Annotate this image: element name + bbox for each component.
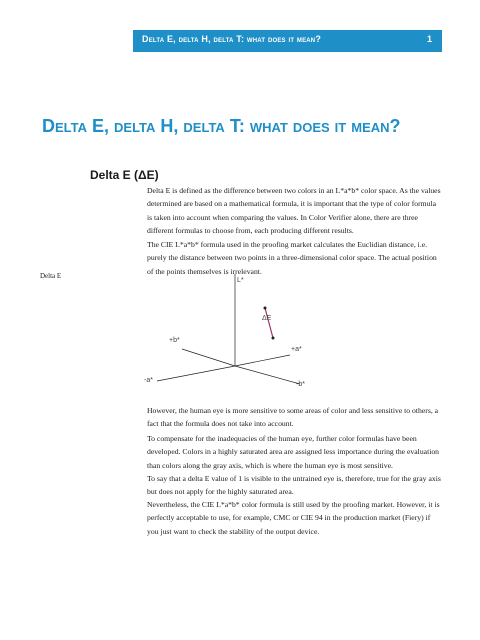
page-number: 1 — [426, 34, 432, 44]
neg-a-label: -a* — [144, 377, 153, 384]
delta-e-line — [265, 308, 273, 338]
neg-a-axis — [157, 366, 235, 381]
paragraph-human-eye: However, the human eye is more sensitive to some areas of color and less sensitive to others, a fact that the formula does not take into account. — [147, 406, 439, 429]
paragraph-definition: Delta E is defined as the difference between two colors in an L*a*b* color space. As the values determined are based on a mathematical formula, it is important that the type of color formula is taken into account when comparing the values. In Color Verifier alone, there are three different formulas to choose from, each producing different results. — [147, 186, 441, 236]
side-label-delta-e: Delta E — [40, 272, 62, 280]
l-axis-label: L* — [237, 277, 244, 284]
neg-b-axis — [235, 366, 300, 384]
neg-b-label: -b* — [296, 381, 305, 388]
color-point-1 — [264, 307, 267, 310]
section-heading: Delta E (ΔE) — [90, 168, 159, 182]
paragraph-proofing-market: Nevertheless, the CIE L*a*b* color formula is still used by the proofing market. However, it is perfectly acceptable to use, for example, CMC or CIE 94 in the production market (Fiery) if you just want to check the stability of the output device. — [147, 500, 440, 536]
delta-e-label: ΔE — [262, 315, 272, 322]
pos-b-label: +b* — [169, 337, 180, 344]
page-title: Delta E, delta H, delta T: what does it mean? — [42, 116, 401, 136]
pos-a-label: +a* — [291, 346, 302, 353]
header-bar — [133, 30, 442, 52]
paragraph-gray-axis: To say that a delta E value of 1 is visible to the untrained eye is, therefore, true for the gray axis but does not apply for the highly saturated area. — [147, 474, 441, 497]
color-point-2 — [272, 337, 275, 340]
running-header-title: Delta E, delta H, delta T: what does it mean? — [142, 34, 322, 44]
paragraph-cie-formula: The CIE L*a*b* formula used in the proofing market calculates the Euclidian distance, i.e. purely the distance between two points in a three-dimensional color space. The actual position of the points themselves is irrelevant. — [147, 240, 437, 276]
lab-color-space-diagram — [140, 270, 340, 400]
pos-b-axis — [182, 349, 235, 366]
pos-a-axis — [235, 355, 290, 366]
paragraph-compensation: To compensate for the inadequacies of the human eye, further color formulas have been developed. Colors in a highly saturated area are assigned less importance during the evaluation than colors along the gray axis, which is where the human eye is most sensitive. — [147, 434, 440, 470]
